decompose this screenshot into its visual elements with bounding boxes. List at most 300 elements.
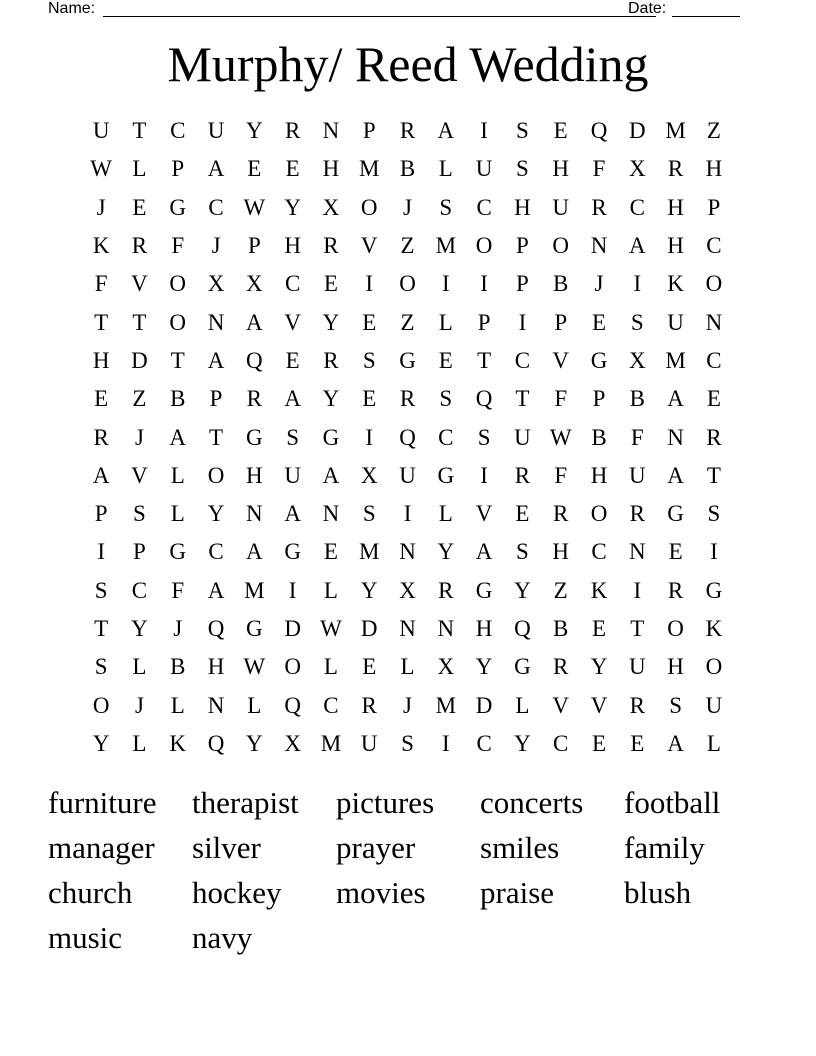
grid-letter: E bbox=[362, 386, 377, 412]
grid-letter: S bbox=[94, 577, 108, 603]
grid-letter: I bbox=[441, 730, 450, 756]
grid-letter: S bbox=[477, 424, 491, 450]
grid-letter: K bbox=[590, 577, 608, 603]
word-list-item: praise bbox=[480, 875, 555, 910]
grid-letter: H bbox=[667, 233, 684, 259]
grid-letter: O bbox=[552, 233, 570, 259]
grid-letter: D bbox=[131, 347, 148, 373]
grid-letter: Y bbox=[207, 501, 225, 527]
grid-letter: Y bbox=[360, 577, 378, 603]
grid-letter: E bbox=[706, 386, 721, 412]
grid-letter: Q bbox=[590, 118, 608, 144]
grid-letter: L bbox=[438, 156, 453, 182]
grid-letter: A bbox=[246, 539, 263, 565]
grid-letter: R bbox=[246, 386, 262, 412]
grid-letter: Y bbox=[514, 730, 531, 756]
grid-letter: K bbox=[169, 730, 187, 756]
header bbox=[48, 0, 740, 20]
grid-letter: I bbox=[288, 577, 297, 603]
grid-letter: C bbox=[514, 347, 531, 373]
grid-letter: R bbox=[706, 424, 722, 450]
grid-letter: F bbox=[171, 233, 185, 259]
grid-letter: O bbox=[169, 309, 187, 335]
grid-letter: A bbox=[667, 386, 684, 412]
grid-letter: P bbox=[133, 539, 146, 565]
grid-letter: G bbox=[322, 424, 340, 450]
grid-letter: E bbox=[94, 386, 109, 412]
grid-letter: E bbox=[323, 271, 338, 297]
grid-letter: L bbox=[132, 156, 147, 182]
grid-letter: I bbox=[480, 462, 488, 488]
grid-letter: N bbox=[322, 118, 340, 144]
grid-letter: W bbox=[320, 616, 342, 641]
grid-letter: H bbox=[705, 156, 723, 182]
grid-letter: B bbox=[170, 386, 186, 412]
grid-letter: G bbox=[705, 577, 723, 603]
grid-letter: U bbox=[399, 462, 416, 488]
grid-letter: V bbox=[360, 233, 378, 259]
grid-letter: C bbox=[591, 539, 607, 565]
grid-letter: L bbox=[170, 692, 185, 718]
grid-letter: M bbox=[665, 118, 686, 144]
grid-letter: E bbox=[591, 309, 607, 335]
word-list-item: furniture bbox=[48, 785, 157, 820]
grid-letter: T bbox=[515, 386, 530, 412]
letter-grid bbox=[82, 112, 733, 763]
grid-letter: Q bbox=[514, 616, 531, 641]
grid-letter: S bbox=[133, 501, 146, 527]
grid-letter: Q bbox=[284, 692, 301, 718]
grid-letter: N bbox=[207, 309, 225, 335]
grid-letter: S bbox=[516, 118, 529, 144]
word-list-item: manager bbox=[48, 830, 155, 865]
grid-letter: Y bbox=[475, 654, 493, 680]
grid-letter: R bbox=[514, 462, 531, 488]
grid-letter: G bbox=[667, 501, 684, 527]
grid-letter: T bbox=[132, 118, 147, 144]
grid-letter: H bbox=[514, 194, 531, 220]
grid-letter: L bbox=[170, 462, 185, 488]
grid-letter: Y bbox=[590, 654, 608, 680]
grid-letter: K bbox=[92, 233, 110, 259]
grid-letter: J bbox=[594, 271, 604, 297]
date-label: Date: bbox=[628, 0, 667, 17]
grid-letter: L bbox=[323, 654, 338, 680]
grid-letter: H bbox=[475, 616, 493, 641]
grid-letter: U bbox=[92, 118, 110, 144]
grid-letter: V bbox=[131, 462, 148, 488]
grid-letter: C bbox=[706, 233, 722, 259]
grid-letter: F bbox=[554, 386, 568, 412]
grid-letter: U bbox=[475, 156, 493, 182]
grid-letter: G bbox=[246, 424, 263, 450]
grid-letter: S bbox=[401, 730, 414, 756]
grid-letter: C bbox=[476, 194, 492, 220]
grid-letter: U bbox=[667, 309, 684, 335]
grid-letter: M bbox=[320, 730, 342, 756]
grid-letter: G bbox=[284, 539, 301, 565]
grid-letter: Y bbox=[322, 309, 340, 335]
grid-letter: S bbox=[439, 194, 453, 220]
grid-letter: B bbox=[629, 386, 645, 412]
grid-letter: T bbox=[94, 309, 109, 335]
grid-letter: O bbox=[169, 271, 187, 297]
grid-letter: E bbox=[438, 347, 453, 373]
grid-letter: R bbox=[553, 654, 569, 680]
grid-letter: G bbox=[246, 616, 263, 641]
grid-letter: C bbox=[208, 194, 224, 220]
grid-letter: X bbox=[437, 654, 455, 680]
grid-letter: I bbox=[441, 271, 450, 297]
grid-letter: Y bbox=[437, 539, 455, 565]
grid-letter: I bbox=[480, 118, 488, 144]
grid-letter: N bbox=[207, 692, 225, 718]
grid-letter: O bbox=[475, 233, 493, 259]
grid-letter: U bbox=[628, 654, 646, 680]
grid-letter: R bbox=[667, 577, 684, 603]
grid-letter: E bbox=[515, 501, 530, 527]
grid-letter: R bbox=[629, 501, 645, 527]
grid-letter: R bbox=[323, 233, 339, 259]
word-list-item: therapist bbox=[192, 785, 299, 820]
grid-letter: E bbox=[285, 156, 300, 182]
grid-letter: G bbox=[514, 654, 531, 680]
grid-letter: T bbox=[170, 347, 185, 373]
grid-letter: V bbox=[475, 501, 493, 527]
grid-letter: B bbox=[591, 424, 607, 450]
grid-letter: O bbox=[590, 501, 608, 527]
word-list-item: navy bbox=[192, 920, 253, 955]
grid-letter: N bbox=[628, 539, 646, 565]
grid-letter: Q bbox=[399, 424, 416, 450]
grid-letter: S bbox=[286, 424, 300, 450]
grid-letter: E bbox=[247, 156, 262, 182]
grid-letter: L bbox=[132, 654, 147, 680]
grid-letter: W bbox=[549, 424, 572, 450]
grid-letter: F bbox=[630, 424, 644, 450]
grid-letter: D bbox=[475, 692, 493, 718]
grid-letter: G bbox=[169, 539, 187, 565]
grid-letter: G bbox=[437, 462, 455, 488]
grid-letter: Q bbox=[246, 347, 263, 373]
grid-letter: I bbox=[403, 501, 412, 527]
grid-letter: O bbox=[399, 271, 416, 297]
grid-letter: A bbox=[667, 730, 684, 756]
grid-letter: R bbox=[93, 424, 109, 450]
grid-letter: R bbox=[399, 118, 416, 144]
grid-letter: G bbox=[169, 194, 187, 220]
grid-letter: P bbox=[516, 271, 529, 297]
grid-letter: T bbox=[630, 616, 645, 641]
grid-letter: X bbox=[628, 347, 646, 373]
grid-letter: H bbox=[207, 654, 225, 680]
grid-letter: F bbox=[171, 577, 185, 603]
grid-letter: P bbox=[554, 309, 568, 335]
grid-letter: B bbox=[553, 616, 569, 641]
grid-letter: C bbox=[629, 194, 645, 220]
grid-letter: S bbox=[516, 156, 529, 182]
grid-letter: N bbox=[667, 424, 684, 450]
grid-letter: H bbox=[322, 156, 340, 182]
grid-letter: V bbox=[552, 347, 570, 373]
grid-letter: R bbox=[629, 692, 645, 718]
grid-letter: V bbox=[284, 309, 301, 335]
word-list-item: smiles bbox=[480, 830, 560, 865]
grid-letter: I bbox=[633, 271, 642, 297]
grid-letter: T bbox=[94, 616, 109, 641]
grid-letter: U bbox=[705, 692, 723, 718]
grid-letter: H bbox=[284, 233, 301, 259]
grid-letter: A bbox=[475, 539, 493, 565]
grid-letter: S bbox=[707, 501, 721, 527]
grid-letter: B bbox=[170, 654, 186, 680]
grid-letter: C bbox=[476, 730, 492, 756]
grid-letter: U bbox=[552, 194, 570, 220]
grid-letter: X bbox=[246, 271, 263, 297]
word-list-item: blush bbox=[624, 875, 692, 910]
grid-letter: O bbox=[284, 654, 301, 680]
grid-letter: P bbox=[592, 386, 606, 412]
grid-letter: E bbox=[132, 194, 147, 220]
grid-letter: W bbox=[243, 654, 266, 680]
grid-letter: T bbox=[209, 424, 224, 450]
grid-letter: N bbox=[705, 309, 723, 335]
grid-letter: G bbox=[475, 577, 493, 603]
word-list-item: movies bbox=[336, 875, 426, 910]
grid-letter: Y bbox=[514, 577, 531, 603]
grid-letter: X bbox=[322, 194, 340, 220]
grid-letter: U bbox=[207, 118, 225, 144]
grid-letter: E bbox=[323, 539, 338, 565]
grid-letter: J bbox=[211, 233, 221, 259]
grid-letter: O bbox=[360, 194, 378, 220]
grid-letter: R bbox=[361, 692, 377, 718]
grid-letter: H bbox=[667, 654, 684, 680]
grid-letter: S bbox=[669, 692, 682, 718]
grid-letter: A bbox=[284, 501, 301, 527]
grid-letter: J bbox=[134, 692, 144, 718]
grid-letter: C bbox=[323, 692, 339, 718]
grid-letter: Q bbox=[207, 616, 225, 641]
grid-letter: L bbox=[247, 692, 262, 718]
grid-letter: P bbox=[171, 156, 185, 182]
grid-letter: W bbox=[90, 156, 112, 182]
grid-letter: I bbox=[365, 271, 374, 297]
grid-letter: P bbox=[477, 309, 491, 335]
grid-letter: C bbox=[284, 271, 301, 297]
grid-letter: E bbox=[630, 730, 645, 756]
grid-letter: A bbox=[667, 462, 684, 488]
grid-letter: Y bbox=[246, 118, 263, 144]
grid-letter: H bbox=[246, 462, 263, 488]
grid-letter: O bbox=[705, 654, 723, 680]
grid-letter: C bbox=[706, 347, 722, 373]
grid-letter: P bbox=[209, 386, 223, 412]
grid-letter: S bbox=[630, 309, 644, 335]
grid-letter: V bbox=[131, 271, 148, 297]
grid-letter: T bbox=[706, 462, 721, 488]
grid-letter: E bbox=[285, 347, 300, 373]
grid-letter: H bbox=[92, 347, 110, 373]
word-list-item: silver bbox=[192, 830, 261, 865]
grid-letter: P bbox=[94, 501, 108, 527]
grid-letter: I bbox=[97, 539, 105, 565]
grid-letter: Z bbox=[553, 577, 568, 603]
grid-letter: N bbox=[437, 616, 455, 641]
grid-letter: U bbox=[360, 730, 378, 756]
grid-letter: I bbox=[710, 539, 718, 565]
grid-letter: A bbox=[92, 462, 110, 488]
grid-letter: R bbox=[591, 194, 607, 220]
word-list-item: music bbox=[48, 920, 123, 955]
grid-letter: P bbox=[362, 118, 376, 144]
grid-letter: Y bbox=[92, 730, 110, 756]
grid-letter: R bbox=[438, 577, 454, 603]
grid-letter: Z bbox=[132, 386, 147, 412]
grid-letter: Y bbox=[284, 194, 301, 220]
grid-letter: Y bbox=[246, 730, 263, 756]
grid-letter: L bbox=[323, 577, 338, 603]
grid-letter: S bbox=[362, 501, 376, 527]
grid-letter: L bbox=[515, 692, 530, 718]
word-list-item: church bbox=[48, 875, 133, 910]
grid-letter: E bbox=[362, 309, 377, 335]
grid-letter: I bbox=[365, 424, 374, 450]
grid-letter: O bbox=[207, 462, 225, 488]
grid-letter: X bbox=[284, 730, 301, 756]
grid-letter: M bbox=[435, 692, 457, 718]
grid-letter: H bbox=[552, 539, 570, 565]
name-line bbox=[103, 16, 656, 17]
grid-letter: K bbox=[705, 616, 723, 641]
grid-letter: C bbox=[208, 539, 224, 565]
grid-letter: R bbox=[131, 233, 148, 259]
grid-letter: S bbox=[439, 386, 453, 412]
date-line bbox=[672, 16, 740, 17]
word-list-item: hockey bbox=[192, 875, 282, 910]
grid-letter: R bbox=[399, 386, 416, 412]
grid-letter: R bbox=[553, 501, 569, 527]
word-list bbox=[48, 780, 768, 960]
grid-letter: H bbox=[552, 156, 570, 182]
grid-letter: E bbox=[553, 118, 568, 144]
word-list-item: pictures bbox=[336, 785, 435, 820]
grid-letter: A bbox=[284, 386, 301, 412]
grid-letter: L bbox=[706, 730, 721, 756]
grid-letter: M bbox=[359, 539, 380, 565]
grid-letter: O bbox=[92, 692, 110, 718]
word-list-item: prayer bbox=[336, 830, 416, 865]
grid-letter: E bbox=[362, 654, 377, 680]
grid-letter: L bbox=[438, 309, 453, 335]
grid-letter: L bbox=[438, 501, 453, 527]
grid-letter: A bbox=[437, 118, 455, 144]
grid-letter: A bbox=[207, 156, 225, 182]
grid-letter: V bbox=[552, 692, 570, 718]
grid-letter: S bbox=[362, 347, 376, 373]
grid-letter: Y bbox=[322, 386, 340, 412]
grid-letter: P bbox=[516, 233, 529, 259]
grid-letter: B bbox=[553, 271, 569, 297]
grid-letter: P bbox=[247, 233, 261, 259]
grid-letter: R bbox=[284, 118, 301, 144]
grid-letter: N bbox=[322, 501, 340, 527]
grid-letter: J bbox=[96, 194, 106, 220]
grid-letter: A bbox=[322, 462, 340, 488]
grid-letter: K bbox=[667, 271, 684, 297]
grid-letter: R bbox=[667, 156, 684, 182]
grid-letter: E bbox=[668, 539, 683, 565]
grid-letter: U bbox=[284, 462, 301, 488]
grid-letter: N bbox=[246, 501, 263, 527]
grid-letter: X bbox=[360, 462, 378, 488]
grid-letter: M bbox=[359, 156, 380, 182]
grid-letter: F bbox=[94, 271, 108, 297]
grid-letter: I bbox=[633, 577, 642, 603]
grid-letter: N bbox=[590, 233, 608, 259]
grid-letter: W bbox=[243, 194, 266, 220]
grid-letter: Q bbox=[207, 730, 225, 756]
page-title: Murphy/ Reed Wedding bbox=[167, 36, 649, 92]
grid-letter: L bbox=[170, 501, 185, 527]
grid-letter: A bbox=[207, 577, 225, 603]
grid-letter: S bbox=[94, 654, 108, 680]
grid-letter: O bbox=[705, 271, 723, 297]
grid-letter: X bbox=[207, 271, 225, 297]
name-label: Name: bbox=[48, 0, 96, 17]
grid-letter: M bbox=[435, 233, 457, 259]
grid-letter: H bbox=[590, 462, 608, 488]
grid-letter: J bbox=[403, 194, 412, 220]
grid-letter: U bbox=[628, 462, 646, 488]
grid-letter: A bbox=[207, 347, 225, 373]
grid-letter: M bbox=[244, 577, 265, 603]
grid-letter: L bbox=[132, 730, 147, 756]
grid-letter: D bbox=[360, 616, 378, 641]
grid-letter: E bbox=[591, 616, 607, 641]
grid-letter: G bbox=[399, 347, 416, 373]
grid-letter: I bbox=[518, 309, 527, 335]
grid-letter: C bbox=[131, 577, 148, 603]
grid-letter: S bbox=[516, 539, 529, 565]
grid-letter: X bbox=[399, 577, 416, 603]
grid-letter: I bbox=[480, 271, 488, 297]
grid-letter: E bbox=[591, 730, 607, 756]
word-list-item: concerts bbox=[480, 785, 584, 820]
grid-letter: N bbox=[399, 539, 416, 565]
grid-letter: N bbox=[399, 616, 416, 641]
grid-letter: Q bbox=[475, 386, 493, 412]
grid-letter: Z bbox=[400, 309, 415, 335]
grid-letter: Y bbox=[131, 616, 148, 641]
grid-letter: M bbox=[665, 347, 686, 373]
grid-letter: B bbox=[399, 156, 416, 182]
word-list-item: family bbox=[624, 830, 705, 865]
grid-letter: Z bbox=[400, 233, 415, 259]
grid-letter: J bbox=[173, 616, 183, 641]
grid-letter: J bbox=[403, 692, 412, 718]
grid-letter: A bbox=[246, 309, 263, 335]
grid-letter: D bbox=[628, 118, 646, 144]
grid-letter: P bbox=[707, 194, 721, 220]
grid-letter: F bbox=[592, 156, 606, 182]
grid-letter: J bbox=[134, 424, 144, 450]
grid-letter: R bbox=[323, 347, 339, 373]
grid-letter: O bbox=[667, 616, 684, 641]
grid-letter: L bbox=[400, 654, 415, 680]
grid-letter: F bbox=[554, 462, 568, 488]
grid-letter: T bbox=[132, 309, 147, 335]
